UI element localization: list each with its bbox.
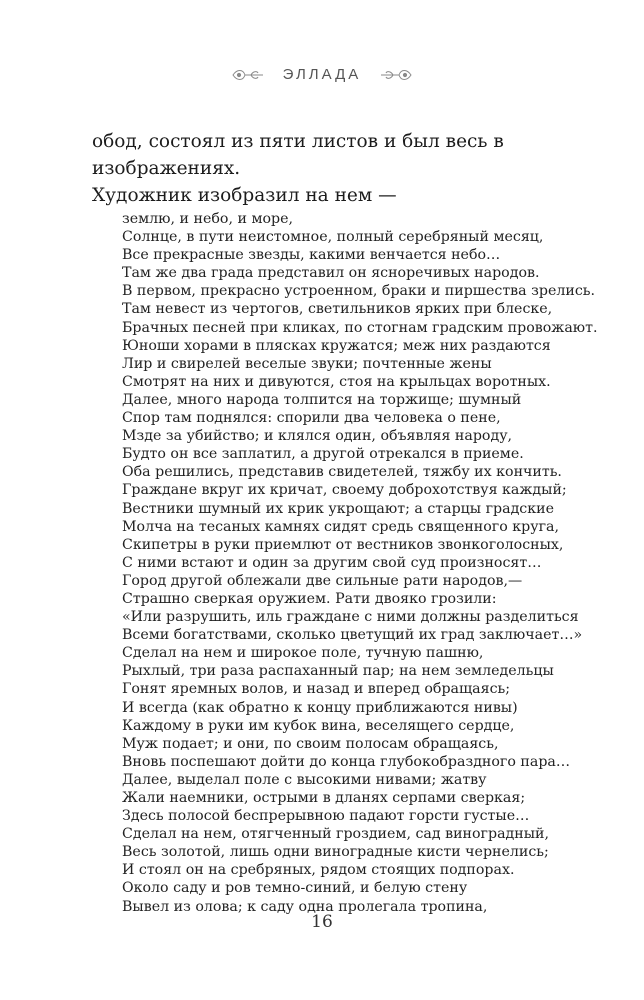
verse-line: Муж подает; и они, по своим полосам обращаясь,	[122, 735, 499, 752]
ornament-left-icon	[231, 68, 265, 82]
running-title: ЭЛЛАДА	[282, 66, 362, 83]
prose-line: обод, состоял из пяти листов и был весь в изображениях.	[92, 131, 504, 179]
verse-line: Около саду и ров темно-синий, и белую стену	[122, 880, 468, 897]
verse-line: Каждому в руки им кубок вина, веселящего сердце,	[122, 717, 515, 734]
verse-line: Вновь поспешают дойти до конца глубокобраздного пара…	[122, 753, 571, 770]
verse-line: Весь золотой, лишь одни виноградные кисти чернелись;	[122, 844, 549, 861]
verse-line: Мзде за убийство; и клялся один, объявляя народу,	[122, 428, 513, 445]
verse-line: Все прекрасные звезды, какими венчается небо…	[122, 247, 501, 264]
verse-line: Там невест из чертогов, светильников ярких при блеске,	[122, 301, 553, 318]
verse-line: Всеми богатствами, сколько цветущий их град заключает…»	[122, 627, 583, 644]
verse-line: Смотрят на них и дивуются, стоя на крыльцах воротных.	[122, 373, 551, 390]
running-head	[0, 66, 644, 83]
verse-line: Спор там поднялся: спорили два человека о пене,	[122, 410, 501, 427]
verse-line: землю, и небо, и море,	[122, 211, 294, 227]
verse-line: Граждане вкруг их кричат, своему доброхотствуя каждый;	[122, 482, 567, 499]
verse-line: Солнце, в пути неистомное, полный серебряный месяц,	[122, 229, 544, 246]
verse-line: Гонят яремных волов, и назад и вперед обращаясь;	[122, 681, 511, 698]
verse-block	[122, 210, 602, 916]
verse-line: Здесь полосой беспрерывною падают горсти густые…	[122, 808, 530, 825]
verse-line: С ними встают и один за другим свой суд произносят…	[122, 554, 542, 571]
verse-line: Страшно сверкая оружием. Рати двояко грозили:	[122, 590, 497, 607]
verse-line: Юноши хорами в плясках кружатся; меж них раздаются	[122, 337, 551, 354]
verse-line: Вывел из олова; к саду одна пролегала тропина,	[122, 898, 488, 915]
verse-line: «Или разрушить, иль граждане с ними должны разделиться	[122, 609, 579, 626]
verse-line: Далее, выделал поле с высокими нивами; жатву	[122, 771, 487, 788]
verse-line: Лир и свирелей веселые звуки; почтенные жены	[122, 355, 492, 372]
verse-line: Город другой облежали две сильные рати народов,—	[122, 572, 523, 589]
verse-line: Оба решились, представив свидетелей, тяжбу их кончить.	[122, 464, 562, 481]
verse-line: В первом, прекрасно устроенном, браки и пиршества зрелись.	[122, 283, 595, 300]
verse-line: Будто он все заплатил, а другой отрекался в приеме.	[122, 446, 524, 463]
verse-line: И стоял он на сребряных, рядом стоящих подпорах.	[122, 862, 515, 879]
verse-line: И всегда (как обратно к концу приближаются нивы)	[122, 699, 518, 716]
ornament-right-icon	[379, 68, 413, 82]
verse-line: Скипетры в руки приемлют от вестников звонкоголосных,	[122, 536, 564, 553]
page-number: 16	[311, 912, 333, 932]
verse-line: Там же два града представил он ясноречивых народов.	[122, 265, 540, 282]
verse-line: Рыхлый, три раза распаханный пар; на нем земледельцы	[122, 663, 554, 680]
verse-line: Жали наемники, острыми в дланях серпами сверкая;	[122, 790, 526, 806]
verse-line: Брачных песней при кликах, по стогнам градским провожают.	[122, 319, 598, 336]
verse-line: Сделал на нем, отягченный гроздием, сад виноградный,	[122, 826, 549, 843]
verse-line: Далее, много народа толпится на торжище; шумный	[122, 391, 522, 408]
verse-line: Вестники шумный их крик укрощают; а старцы градские	[122, 500, 554, 517]
verse-line: Сделал на нем и широкое поле, тучную пашню,	[122, 645, 484, 662]
prose-paragraph	[92, 128, 592, 209]
verse-line: Молча на тесаных камнях сидят средь священного круга,	[122, 518, 559, 535]
prose-line: Художник изобразил на нем —	[92, 185, 397, 206]
